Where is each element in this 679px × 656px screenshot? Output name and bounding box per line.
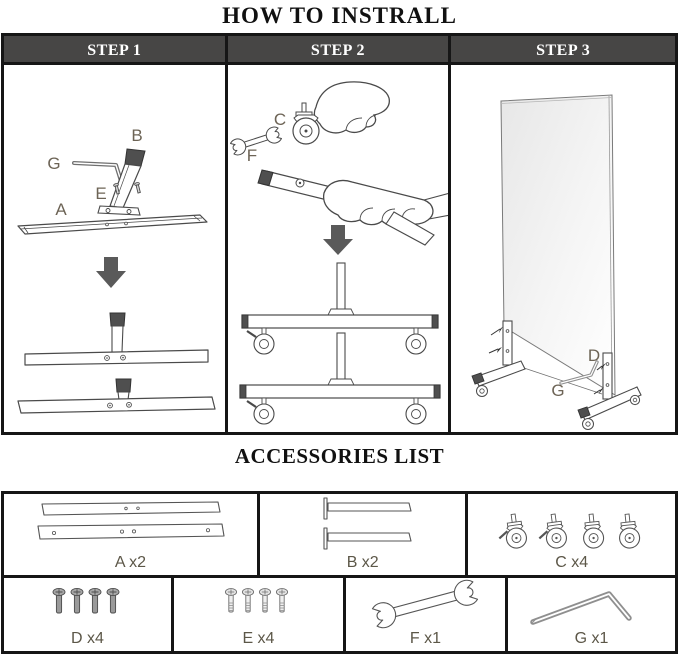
accessory-cell-b: [260, 494, 469, 575]
step3-label-d: D: [588, 346, 601, 365]
page-title: HOW TO INSTRALL: [222, 3, 457, 28]
hex-key-icon: [511, 578, 671, 630]
step1-assembly-drawing: [4, 65, 226, 432]
accessory-label-c: C x4: [555, 554, 589, 571]
accessories-title: ACCESSORIES LIST: [234, 444, 445, 468]
step3-diagram: [451, 65, 675, 432]
down-arrow-icon: [96, 257, 126, 288]
accessory-cell-g: [508, 578, 675, 651]
step1-header: STEP 1: [4, 36, 228, 65]
accessory-cell-e: [174, 578, 346, 651]
accessory-label-g: G x1: [574, 630, 609, 647]
accessory-label-d: D x4: [71, 630, 104, 647]
accessories-row-1: [4, 494, 675, 578]
step1-label-b: B: [131, 126, 143, 145]
bar-part-icon: [18, 215, 207, 234]
step1-label-a: A: [55, 200, 67, 219]
accessory-cell-d: [4, 578, 174, 651]
accessory-cell-f: [346, 578, 508, 651]
accessory-cell-c: [468, 494, 675, 575]
step1-diagram: [4, 65, 228, 432]
steps-panel: [1, 33, 678, 435]
screw-icons: [7, 578, 167, 630]
step3-label-g: G: [551, 381, 565, 400]
step2-label-c: C: [273, 110, 286, 129]
bar-part-icon: [10, 496, 250, 554]
hex-key-icon: [74, 163, 121, 181]
assembled-leg-2-icon: [18, 379, 215, 413]
hand-icon: [314, 82, 389, 133]
down-arrow-icon: [323, 225, 353, 255]
bolt-icons: [178, 578, 338, 630]
step1-label-e: E: [95, 184, 107, 203]
accessory-cell-a: [4, 494, 260, 575]
step3-assembly-drawing: [451, 65, 670, 432]
post-part-icon: [98, 149, 145, 215]
assembled-leg-1-icon: [25, 313, 208, 365]
post-part-icon: [263, 496, 463, 554]
step2-label-f: F: [246, 146, 257, 165]
accessories-row-2: [4, 578, 675, 651]
accessory-label-b: B x2: [346, 554, 379, 571]
accessory-label-e: E x4: [242, 630, 275, 647]
wrench-icon: [348, 578, 502, 630]
step2-header: STEP 2: [228, 36, 452, 65]
accessory-label-f: F x1: [409, 630, 442, 647]
accessories-table: [1, 491, 678, 654]
caster-wheel-icons: [472, 496, 672, 554]
step3-header: STEP 3: [451, 36, 675, 65]
step1-label-g: G: [47, 154, 61, 173]
step2-assembly-drawing: [228, 65, 450, 432]
accessory-label-a: A x2: [114, 554, 147, 571]
step2-diagram: [228, 65, 452, 432]
